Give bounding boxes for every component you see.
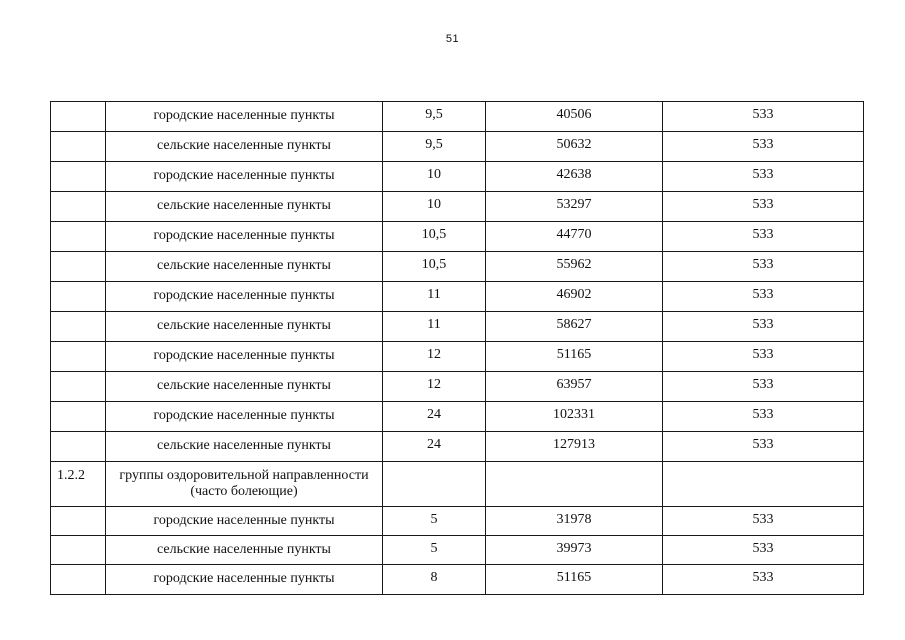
settlement-type-cell: городские населенные пункты <box>106 222 383 252</box>
settlement-type-cell: городские населенные пункты <box>106 507 383 536</box>
section-title-line1: группы оздоровительной направленности <box>119 468 369 483</box>
rate-cell: 533 <box>663 536 864 565</box>
table-row <box>51 432 864 462</box>
cost-cell: 46902 <box>486 282 663 312</box>
row-number-cell <box>51 565 106 595</box>
table-row <box>51 252 864 282</box>
hours-cell: 9,5 <box>383 132 486 162</box>
rate-cell: 533 <box>663 342 864 372</box>
row-number-cell <box>51 252 106 282</box>
tariff-table <box>50 101 864 595</box>
row-number-cell <box>51 507 106 536</box>
rate-cell: 533 <box>663 565 864 595</box>
hours-cell: 11 <box>383 282 486 312</box>
cost-cell: 55962 <box>486 252 663 282</box>
settlement-type-cell: городские населенные пункты <box>106 282 383 312</box>
section-number-cell: 1.2.2 <box>51 462 106 507</box>
table-row <box>51 102 864 132</box>
hours-cell: 10 <box>383 162 486 192</box>
row-number-cell <box>51 192 106 222</box>
settlement-type-cell: городские населенные пункты <box>106 565 383 595</box>
cost-cell: 127913 <box>486 432 663 462</box>
hours-cell: 5 <box>383 536 486 565</box>
section-title-cell <box>106 462 383 507</box>
hours-cell: 5 <box>383 507 486 536</box>
hours-cell: 24 <box>383 402 486 432</box>
section-title-line2: (часто болеющие) <box>190 484 298 499</box>
row-number-cell <box>51 132 106 162</box>
cost-cell: 40506 <box>486 102 663 132</box>
row-number-cell <box>51 536 106 565</box>
row-number-cell <box>51 282 106 312</box>
rate-cell: 533 <box>663 132 864 162</box>
table-row <box>51 222 864 252</box>
rate-cell: 533 <box>663 312 864 342</box>
table-row <box>51 282 864 312</box>
hours-cell: 10 <box>383 192 486 222</box>
hours-cell: 9,5 <box>383 102 486 132</box>
table-row <box>51 565 864 595</box>
hours-cell: 10,5 <box>383 252 486 282</box>
cost-cell: 51165 <box>486 565 663 595</box>
row-number-cell <box>51 102 106 132</box>
settlement-type-cell: городские населенные пункты <box>106 342 383 372</box>
rate-cell: 533 <box>663 282 864 312</box>
cost-cell: 31978 <box>486 507 663 536</box>
hours-cell: 24 <box>383 432 486 462</box>
table-row <box>51 162 864 192</box>
row-number-cell <box>51 222 106 252</box>
table-row <box>51 312 864 342</box>
rate-cell: 533 <box>663 192 864 222</box>
rate-cell <box>663 462 864 507</box>
table-row <box>51 342 864 372</box>
settlement-type-cell: сельские населенные пункты <box>106 432 383 462</box>
settlement-type-cell: городские населенные пункты <box>106 162 383 192</box>
table-row <box>51 536 864 565</box>
cost-cell: 42638 <box>486 162 663 192</box>
row-number-cell <box>51 432 106 462</box>
cost-cell: 44770 <box>486 222 663 252</box>
table-row <box>51 192 864 222</box>
cost-cell: 39973 <box>486 536 663 565</box>
hours-cell: 12 <box>383 342 486 372</box>
rate-cell: 533 <box>663 372 864 402</box>
settlement-type-cell: сельские населенные пункты <box>106 536 383 565</box>
row-number-cell <box>51 402 106 432</box>
cost-cell: 63957 <box>486 372 663 402</box>
row-number-cell <box>51 372 106 402</box>
rate-cell: 533 <box>663 102 864 132</box>
row-number-cell <box>51 342 106 372</box>
settlement-type-cell: городские населенные пункты <box>106 102 383 132</box>
table-row <box>51 507 864 536</box>
table-row <box>51 372 864 402</box>
settlement-type-cell: городские населенные пункты <box>106 402 383 432</box>
cost-cell <box>486 462 663 507</box>
settlement-type-cell: сельские населенные пункты <box>106 192 383 222</box>
hours-cell <box>383 462 486 507</box>
hours-cell: 10,5 <box>383 222 486 252</box>
cost-cell: 51165 <box>486 342 663 372</box>
row-number-cell <box>51 162 106 192</box>
settlement-type-cell: сельские населенные пункты <box>106 252 383 282</box>
table-row <box>51 132 864 162</box>
rate-cell: 533 <box>663 222 864 252</box>
page-number: 51 <box>445 33 460 45</box>
hours-cell: 12 <box>383 372 486 402</box>
rate-cell: 533 <box>663 507 864 536</box>
rate-cell: 533 <box>663 252 864 282</box>
rate-cell: 533 <box>663 402 864 432</box>
cost-cell: 102331 <box>486 402 663 432</box>
rate-cell: 533 <box>663 432 864 462</box>
settlement-type-cell: сельские населенные пункты <box>106 312 383 342</box>
cost-cell: 58627 <box>486 312 663 342</box>
settlement-type-cell: сельские населенные пункты <box>106 372 383 402</box>
table-row <box>51 402 864 432</box>
cost-cell: 50632 <box>486 132 663 162</box>
rate-cell: 533 <box>663 162 864 192</box>
cost-cell: 53297 <box>486 192 663 222</box>
hours-cell: 11 <box>383 312 486 342</box>
row-number-cell <box>51 312 106 342</box>
section-row <box>51 462 864 507</box>
hours-cell: 8 <box>383 565 486 595</box>
settlement-type-cell: сельские населенные пункты <box>106 132 383 162</box>
